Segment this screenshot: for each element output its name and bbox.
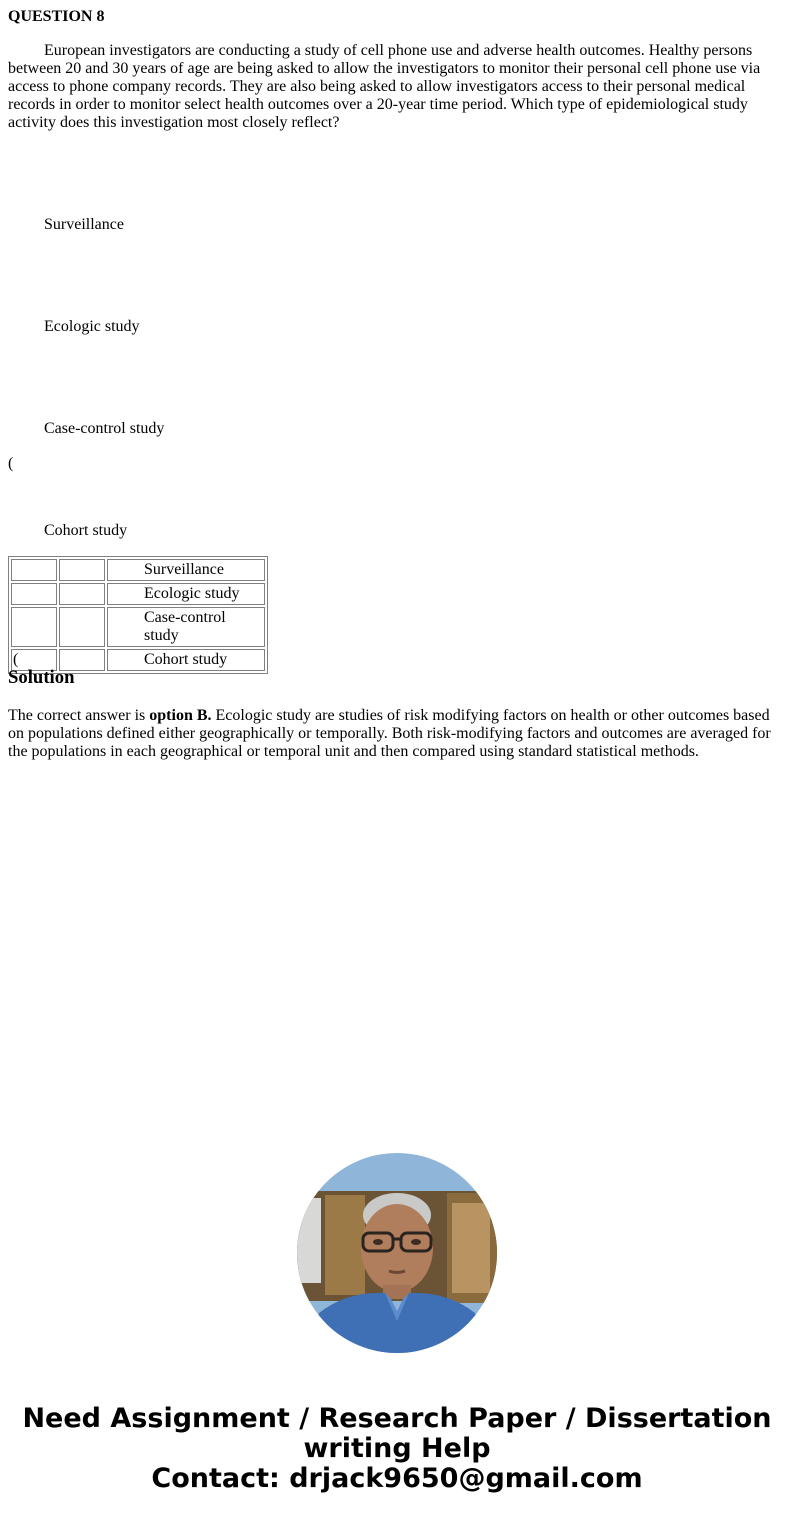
solution-text <box>8 707 780 761</box>
table-cell: ( <box>11 649 57 671</box>
table-cell-label: Ecologic study <box>107 583 265 605</box>
stray-parenthesis: ( <box>8 455 14 472</box>
promo-banner <box>0 1404 794 1494</box>
options-table <box>8 556 268 674</box>
table-cell <box>11 559 57 581</box>
table-cell-label: Cohort study <box>107 649 265 671</box>
table-row <box>11 583 265 605</box>
option-ecologic-study: Ecologic study <box>44 318 140 335</box>
table-cell <box>59 607 105 647</box>
option-case-control-study: Case-control study <box>44 420 165 437</box>
promo-contact: Contact: drjack9650@gmail.com <box>151 1463 643 1494</box>
table-row <box>11 559 265 581</box>
table-cell <box>11 607 57 647</box>
solution-explanation: Ecologic study are studies of risk modifying factors on health or other outcomes based on populations defined either geographically or temporally. Both risk-modifying factors and outcomes are averaged for the populations in each geographical or temporal unit and then compared using standard statistical methods. <box>8 707 771 760</box>
table-cell-label: Surveillance <box>107 559 265 581</box>
option-surveillance: Surveillance <box>44 216 124 233</box>
solution-heading: Solution <box>8 667 75 688</box>
table-cell <box>59 583 105 605</box>
question-text: European investigators are conducting a study of cell phone use and adverse health outcomes. Healthy persons between 20 and 30 years of age are being asked to allow the investigators to monitor their personal cell phone use via access to phone company records. They are also being asked to allow investigators access to their personal medical records in order to monitor select health outcomes over a 20-year time period. Which type of epidemiological study activity does this investigation most closely reflect? <box>8 42 761 131</box>
promo-line-1: Need Assignment / Research Paper / Dissertation <box>22 1403 772 1434</box>
option-cohort-study: Cohort study <box>44 522 128 539</box>
solution-answer: option B. <box>149 707 212 724</box>
table-cell <box>11 583 57 605</box>
portrait-image <box>297 1153 497 1353</box>
promo-line-2: writing Help <box>303 1433 491 1464</box>
table-cell <box>59 559 105 581</box>
table-row <box>11 607 265 647</box>
author-avatar <box>297 1153 497 1353</box>
table-cell-label: Case-control study <box>107 607 265 647</box>
solution-lead: The correct answer is <box>8 707 150 724</box>
question-title: QUESTION 8 <box>8 8 105 25</box>
